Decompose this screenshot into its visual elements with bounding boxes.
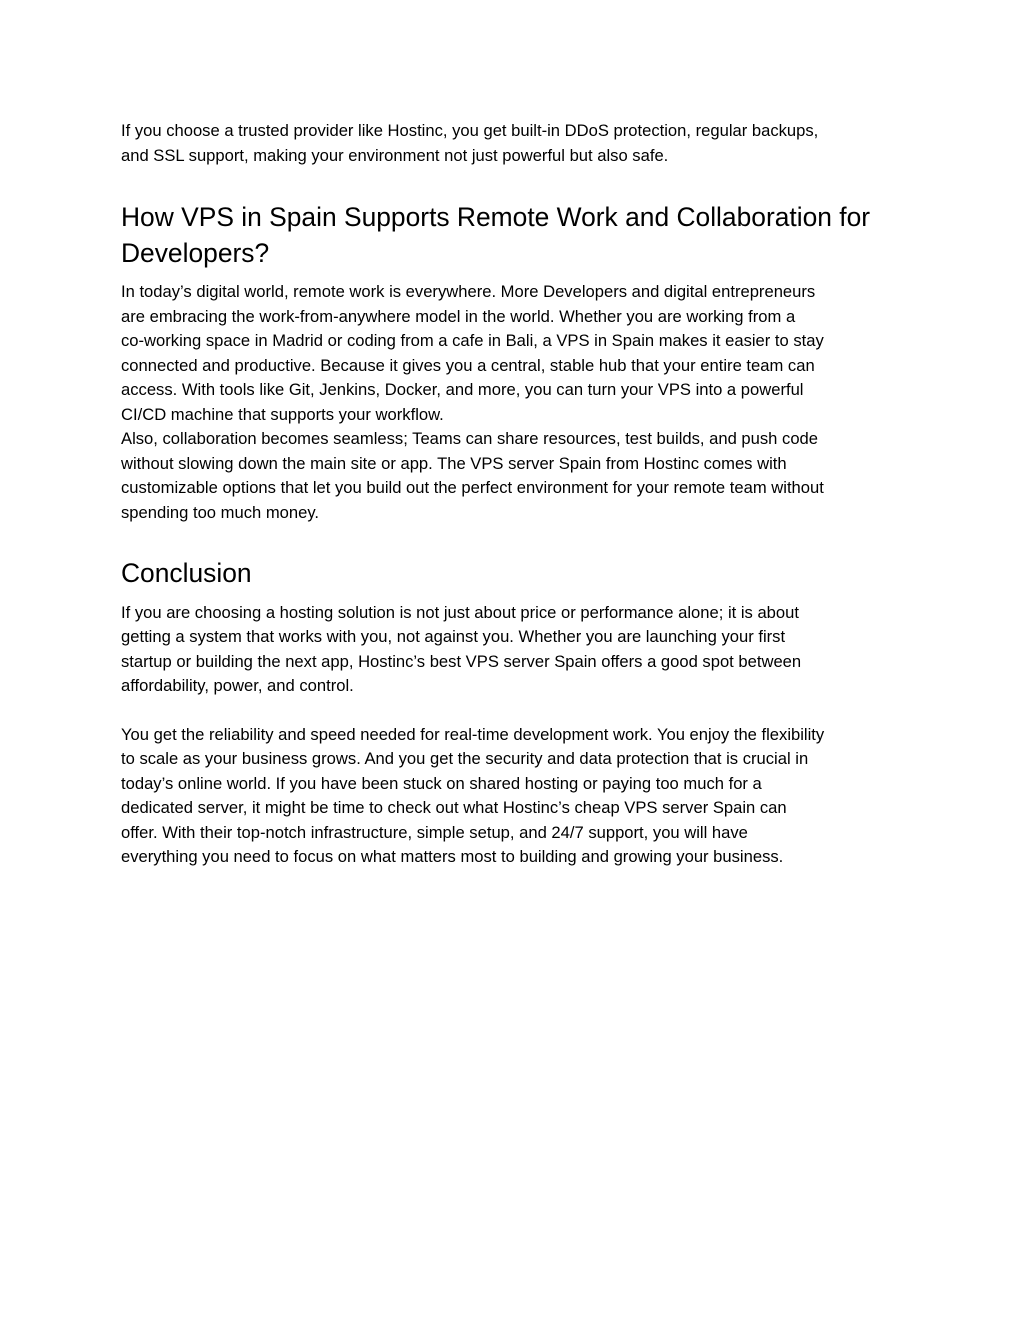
text-line: dedicated server, it might be time to check out what Hostinc’s cheap VPS server Spain can	[121, 798, 787, 817]
text-line: getting a system that works with you, not against you. Whether you are launching your first	[121, 627, 786, 646]
conclusion-heading: Conclusion	[121, 558, 252, 588]
heading-line: How VPS in Spain Supports Remote Work and Collaboration for	[121, 202, 871, 232]
text-line: everything you need to focus on what matters most to building and growing your business.	[121, 847, 784, 866]
text-line: connected and productive. Because it gives you a central, stable hub that your entire team can	[121, 355, 815, 375]
text-line: to scale as your business grows. And you get the security and data protection that is crucial in	[121, 749, 809, 768]
remote-work-paragraph	[121, 280, 911, 525]
text-line: co-working space in Madrid or coding from a cafe in Bali, a VPS in Spain makes it easier to stay	[121, 331, 824, 350]
text-line: customizable options that let you build out the perfect environment for your remote team without	[121, 478, 824, 497]
text-line: affordability, power, and control.	[121, 676, 354, 695]
text-line: spending too much money.	[121, 502, 320, 522]
text-line: offer. With their top-notch infrastructure, simple setup, and 24/7 support, you will have	[121, 822, 748, 842]
heading-line: Developers?	[121, 237, 270, 268]
text-line: today’s online world. If you have been stuck on shared hosting or paying too much for a	[121, 773, 762, 793]
document-page	[121, 119, 911, 870]
conclusion-paragraph-2	[121, 723, 911, 870]
text-line: without slowing down the main site or app. The VPS server Spain from Hostinc comes with	[121, 453, 787, 473]
conclusion-paragraph-1	[121, 601, 911, 699]
text-line: You get the reliability and speed needed for real-time development work. You enjoy the flexibility	[121, 724, 825, 744]
text-line: startup or building the next app, Hostinc’s best VPS server Spain offers a good spot between	[121, 651, 802, 671]
text-line: and SSL support, making your environment not just powerful but also safe.	[121, 145, 669, 165]
text-line: CI/CD machine that supports your workflow.	[121, 404, 444, 424]
intro-paragraph	[121, 119, 911, 168]
text-line: Also, collaboration becomes seamless; Teams can share resources, test builds, and push code	[121, 429, 819, 448]
text-line: access. With tools like Git, Jenkins, Docker, and more, you can turn your VPS into a powerful	[121, 380, 804, 399]
text-line: If you are choosing a hosting solution is not just about price or performance alone; it is about	[121, 602, 799, 622]
remote-work-heading	[121, 200, 911, 271]
text-line: are embracing the work-from-anywhere model in the world. Whether you are working from a	[121, 306, 796, 326]
text-line: In today’s digital world, remote work is everywhere. More Developers and digital entrepreneurs	[121, 282, 816, 301]
text-line: If you choose a trusted provider like Hostinc, you get built-in DDoS protection, regular backups,	[121, 121, 819, 140]
